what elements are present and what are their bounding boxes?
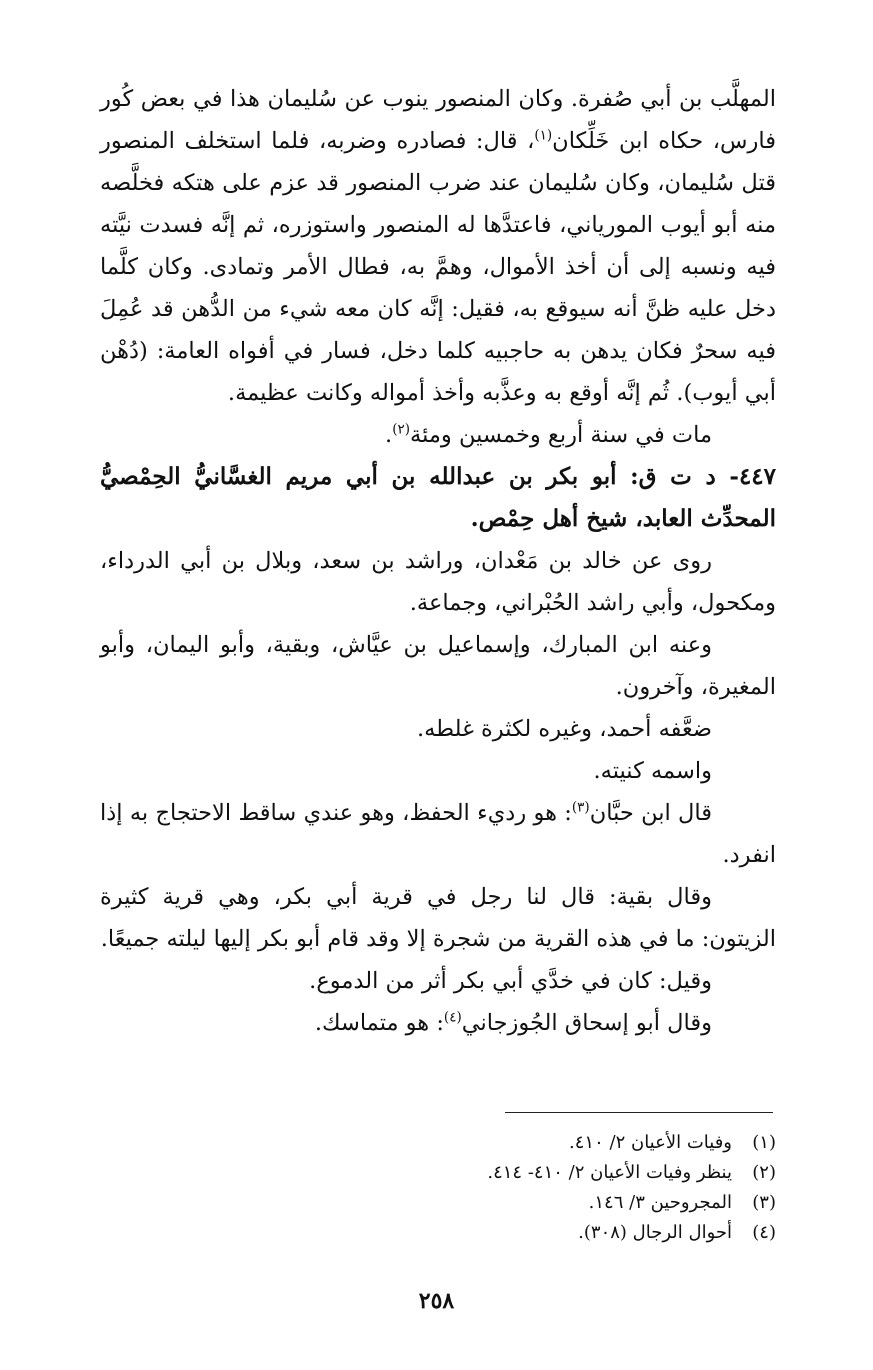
entry-heading: ٤٤٧- د ت ق: أبو بكر بن عبدالله بن أبي مريم الغسَّانيُّ الحِمْصيُّ المحدِّث العابد، شيخ أهل حِمْص. (100, 463, 776, 532)
paragraph (100, 1002, 776, 1044)
paragraph-text: : هو متماسك. (314, 1010, 444, 1036)
paragraph-text: وقال أبو إسحاق الجُوزجاني (461, 1010, 712, 1036)
footnote-number: (١) (752, 1132, 776, 1153)
paragraph-text: مات في سنة أربع وخمسين ومئة (410, 422, 712, 448)
footnote-item (120, 1188, 776, 1218)
footnote-number: (٤) (752, 1222, 776, 1243)
footnote-text: أحوال الرجال (٣٠٨). (578, 1222, 732, 1243)
footnote-text: وفيات الأعيان ٢/ ٤١٠. (569, 1132, 732, 1153)
footnote-ref: (٤) (443, 1009, 462, 1026)
footnote-text: ينظر وفيات الأعيان ٢/ ٤١٠- ٤١٤. (487, 1162, 732, 1183)
footnote-divider (505, 1112, 773, 1113)
paragraph: وقيل: كان في خدَّي أبي بكر أثر من الدموع. (309, 968, 712, 994)
footnote-number: (٢) (752, 1162, 776, 1183)
paragraph: ضعَّفه أحمد، وغيره لكثرة غلطه. (416, 716, 712, 742)
paragraph: واسمه كنيته. (593, 758, 712, 784)
main-text (100, 78, 776, 1044)
paragraph-text: . (385, 422, 393, 448)
footnote-ref: (٢) (392, 421, 411, 438)
paragraph-text: ، قال: فصادره وضربه، فلما استخلف المنصور قتل سُليمان، وكان سُليمان عند ضرب المنصور قد عزم على هتكه فخلَّصه منه أبو أيوب المورياني، فاعتدَّها له المنصور واستوزره، ثم إنَّه فسدت نيَّته فيه ونسبه إلى أن أخذ الأموال، وهمَّ به، فطال الأمر وتمادى. وكان كلَّما دخل عليه ظنَّ أنه سيوقع به، فقيل: إنَّه كان معه شيء من الدُّهن قد عُمِلَ فيه سحرٌ فكان يدهن به حاجبيه كلما دخل، فسار في أفواه العامة: (دُهْن أبي أيوب). ثُم إنَّه أوقع به وعذَّبه وأخذ أمواله وكانت عظيمة. (100, 128, 776, 406)
paragraph-text: المهلَّب بن أبي صُفرة. وكان المنصور ينوب عن سُليمان هذا في بعض كُور فارس، حكاه ابن خَلِّكان (100, 86, 776, 154)
paragraph (100, 792, 776, 876)
footnote-ref: (٣) (571, 799, 590, 816)
footnote-ref: (١) (534, 127, 553, 144)
paragraph-text: قال ابن حبَّان (589, 800, 712, 826)
paragraph-text: : هو رديء الحفظ، وهو عندي ساقط الاحتجاج به إذا انفرد. (100, 800, 776, 868)
footnote-item (120, 1158, 776, 1188)
footnote-text: المجروحين ٣/ ١٤٦. (588, 1192, 732, 1213)
footnote-number: (٣) (752, 1192, 776, 1213)
footnotes (120, 1128, 776, 1248)
footnote-item (120, 1128, 776, 1158)
paragraph (100, 78, 776, 414)
paragraph (100, 414, 776, 456)
paragraph: روى عن خالد بن مَعْدان، وراشد بن سعد، وبلال بن أبي الدرداء، ومكحول، وأبي راشد الحُبْراني، وجماعة. (100, 548, 776, 616)
paragraph: وقال بقية: قال لنا رجل في قرية أبي بكر، وهي قرية كثيرة الزيتون: ما في هذه القرية من شجرة إلا وقد قام أبو بكر إليها ليلته جميعًا. (100, 884, 776, 952)
paragraph: وعنه ابن المبارك، وإسماعيل بن عيَّاش، وبقية، وأبو اليمان، وأبو المغيرة، وآخرون. (100, 632, 776, 700)
page-number: ٢٥٨ (418, 1288, 455, 1314)
footnote-item (120, 1218, 776, 1248)
